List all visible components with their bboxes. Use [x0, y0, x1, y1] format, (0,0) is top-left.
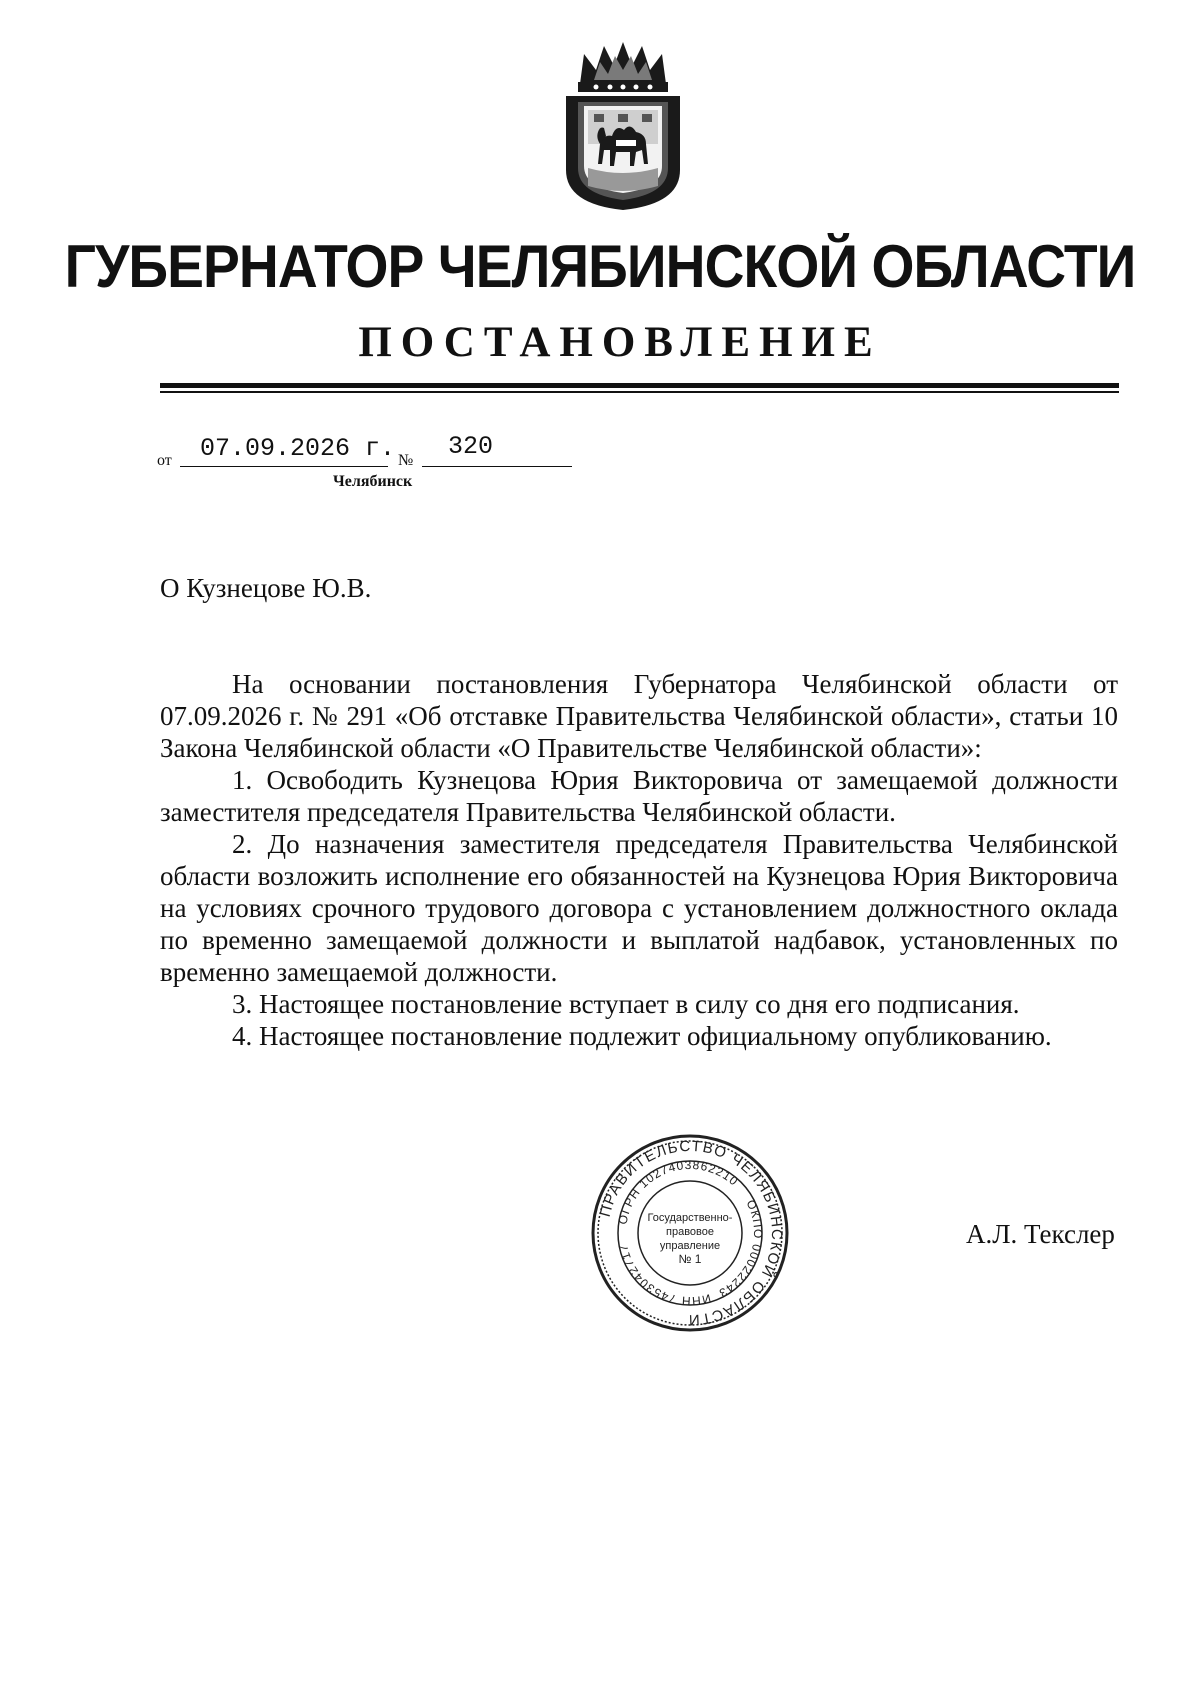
- item-paragraph: 1. Освободить Кузнецова Юрия Викторовича от замещаемой должности заместителя председателя Правительства Челябинской области.: [160, 765, 1118, 827]
- seal-outer-text: ПРАВИТЕЛЬСТВО ЧЕЛЯБИНСКОЙ ОБЛАСТИ: [596, 1137, 786, 1329]
- preamble-paragraph: На основании постановления Губернатора Челябинской области от 07.09.2026 г. № 291 «Об отставке Правительства Челябинской области», статьи 10 Закона Челябинской области «О Правительстве Челябинской области»:: [160, 669, 1118, 763]
- header-rule-thick: [160, 383, 1119, 388]
- item-paragraph: 4. Настоящее постановление подлежит официальному опубликованию.: [232, 1021, 1052, 1051]
- date-underline: [180, 466, 388, 467]
- document-subject: О Кузнецове Ю.В.: [160, 573, 372, 603]
- seal-center-line: управление: [659, 1240, 721, 1252]
- coat-of-arms-emblem: [560, 40, 686, 212]
- item-paragraph: 2. До назначения заместителя председателя Правительства Челябинской области возложить исполнение его обязанностей на Кузнецова Юрия Викторовича на условиях срочного трудового договора с установлением должностного оклада по временно замещаемой должности и выплатой надбавок, установленных по временно замещаемой должности.: [160, 829, 1118, 987]
- document-type: ПОСТАНОВЛЕНИЕ: [358, 319, 882, 366]
- seal-center-line: Государственно-: [647, 1212, 733, 1224]
- item-paragraph: 3. Настоящее постановление вступает в силу со дня его подписания.: [232, 989, 1020, 1019]
- signer-name: А.Л. Текслер: [966, 1219, 1115, 1249]
- number-underline: [422, 466, 572, 467]
- document-body: [160, 668, 1118, 1052]
- seal-inn: ИНН 7453042717: [615, 1242, 713, 1309]
- org-title: ГУБЕРНАТОР ЧЕЛЯБИНСКОЙ ОБЛАСТИ: [64, 233, 1136, 300]
- seal-center-line: правовое: [666, 1226, 714, 1238]
- header-rule-thin: [160, 391, 1119, 393]
- date-label: от: [157, 452, 172, 469]
- official-seal-stamp: [590, 1133, 790, 1333]
- seal-center-line: № 1: [678, 1252, 702, 1266]
- seal-ogrn: ОГРН 1027403862210: [615, 1157, 742, 1226]
- seal-okpo: ОКПО 00022243: [716, 1197, 766, 1301]
- document-number: 320: [448, 432, 494, 461]
- city: Челябинск: [333, 473, 413, 490]
- number-label: №: [398, 452, 414, 469]
- document-date: 07.09.2026 г.: [200, 434, 396, 463]
